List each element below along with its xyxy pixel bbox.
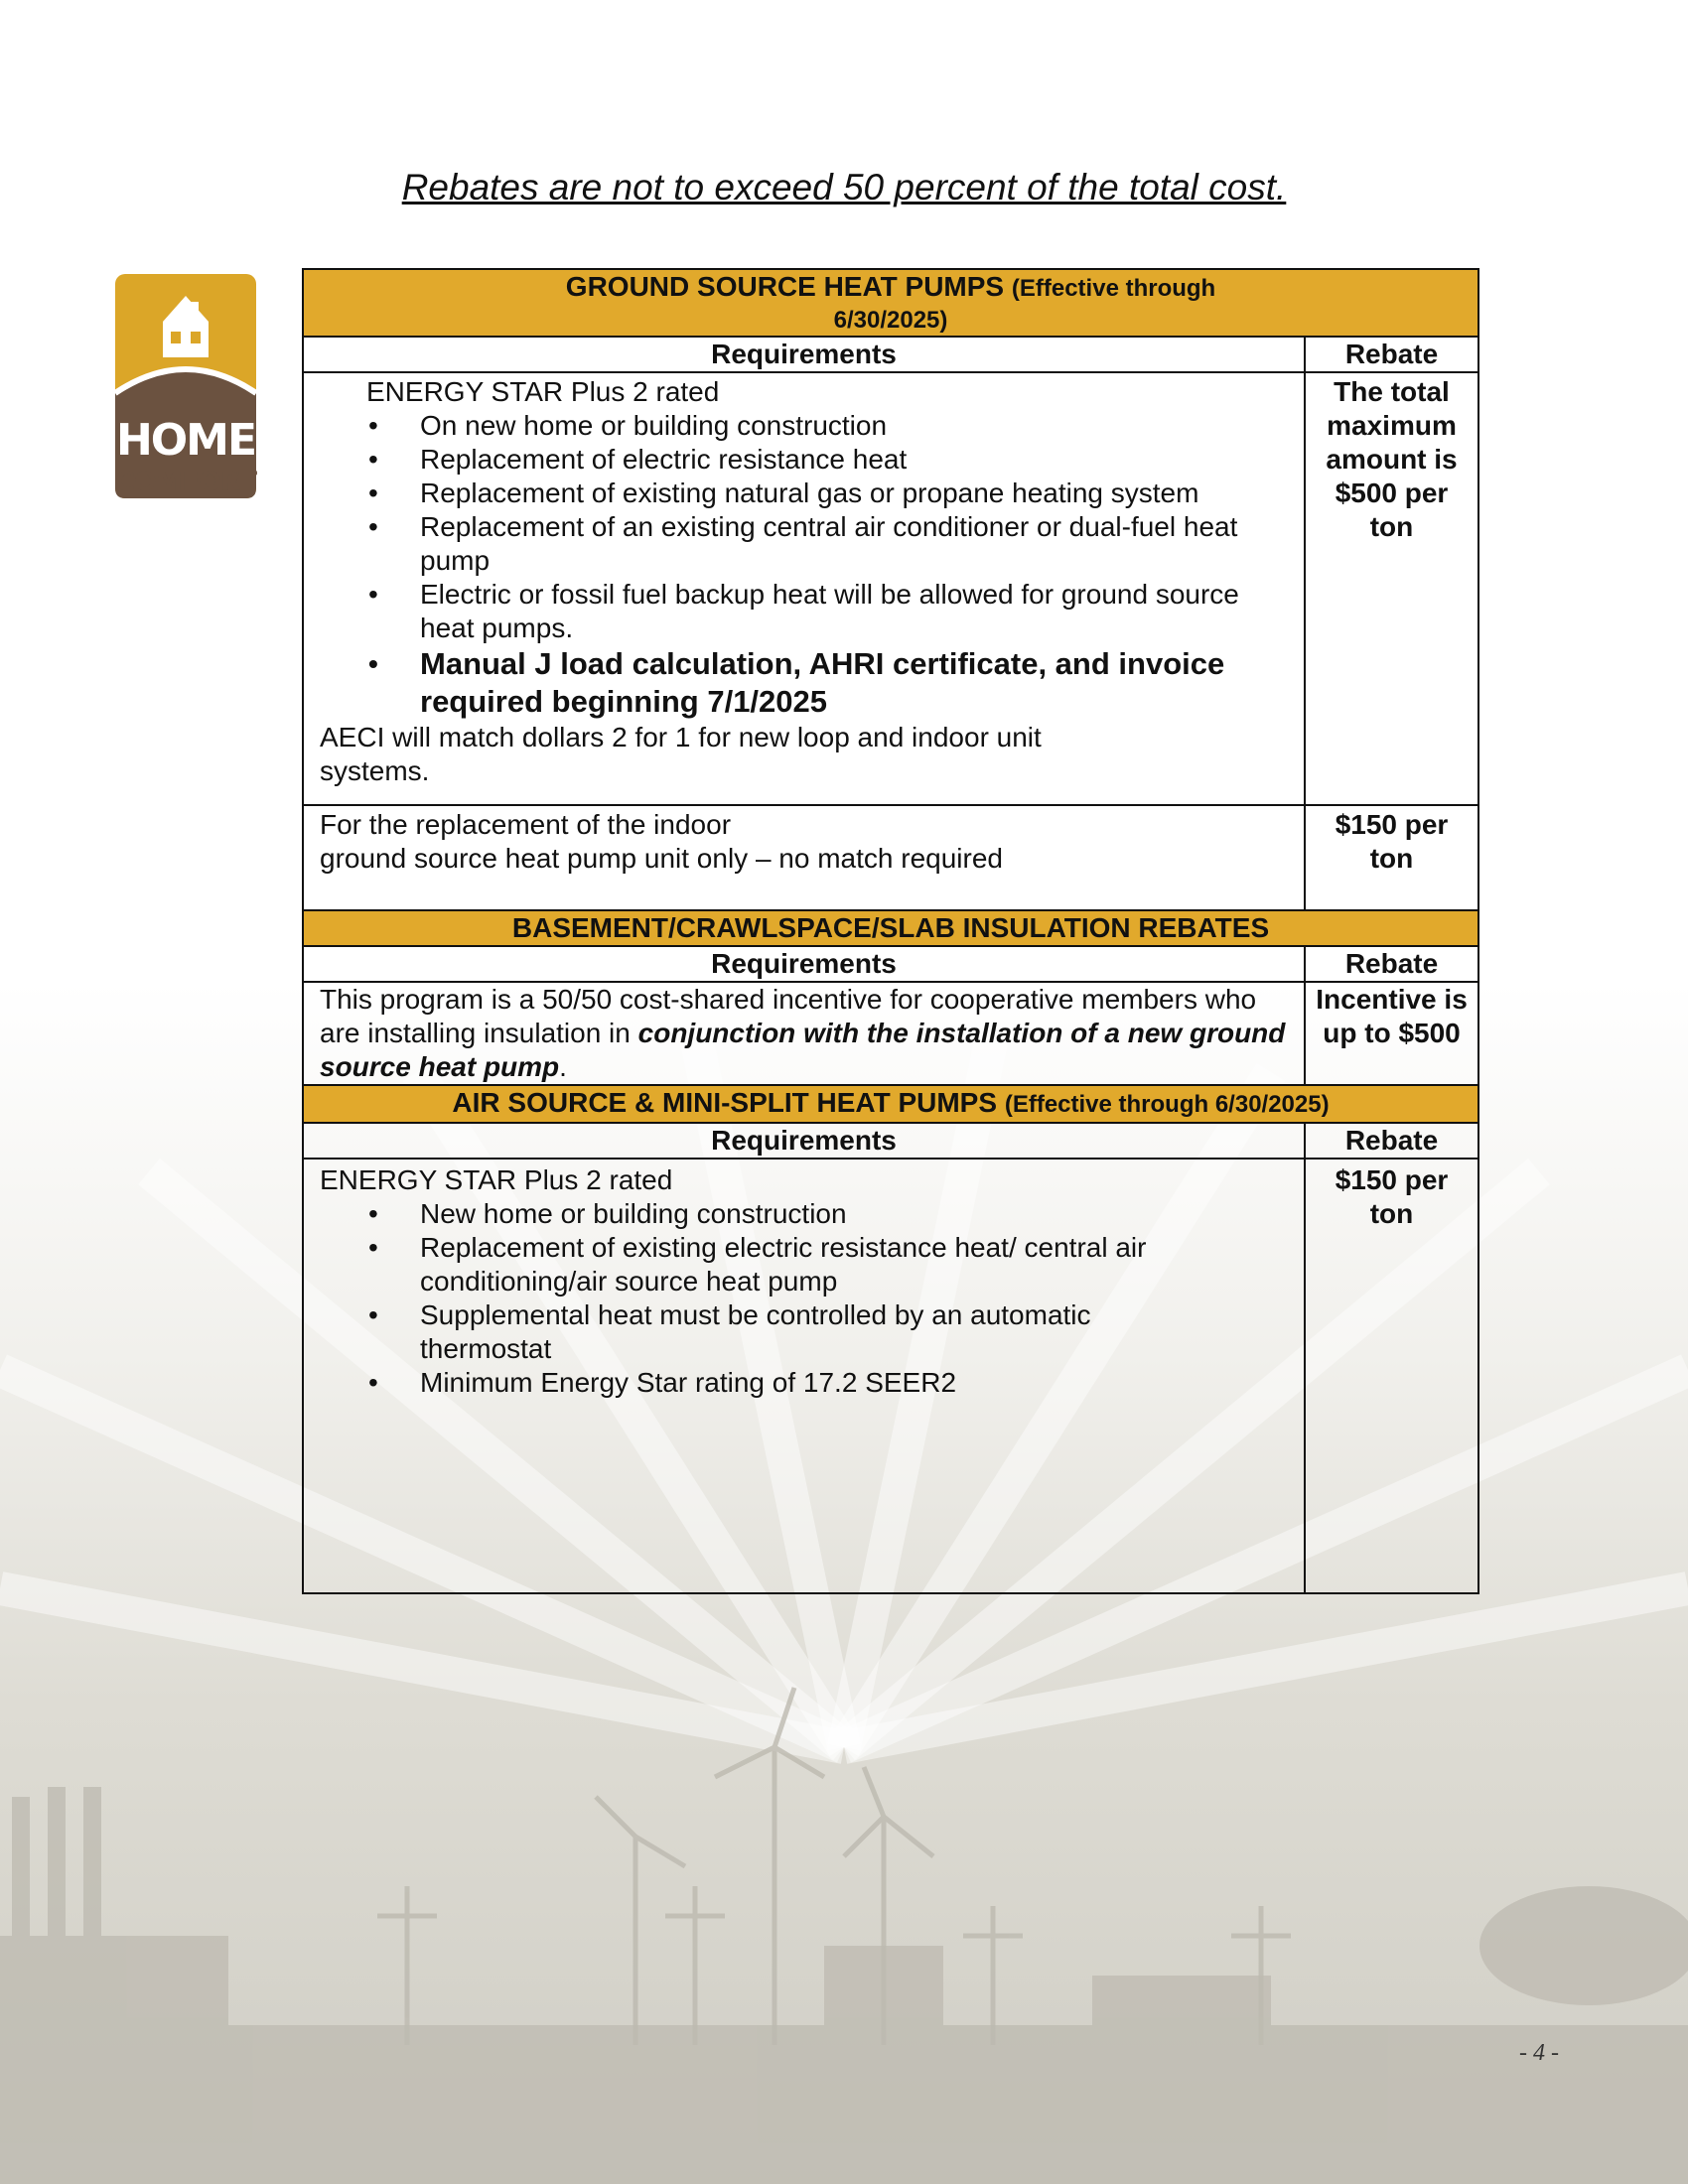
air-source-bullet-list: [320, 1197, 1288, 1400]
list-item: • Supplemental heat must be controlled by an automatic thermostat: [420, 1298, 1228, 1366]
air-source-title-text: AIR SOURCE & MINI-SPLIT HEAT PUMPS: [452, 1087, 998, 1118]
list-item: • Electric or fossil fuel backup heat will be allowed for ground source heat pumps.: [420, 578, 1288, 645]
air-source-main-row: [303, 1159, 1478, 1593]
ground-source-bullet-list: [320, 409, 1288, 721]
list-item: • New home or building construction: [420, 1197, 1228, 1231]
rebates-table: [302, 268, 1479, 1594]
column-header-requirements: Requirements: [303, 337, 1305, 372]
air-source-title-note: (Effective through 6/30/2025): [1004, 1091, 1330, 1118]
insulation-text-start: This program is a 50/50 cost-shared incentive for cooperative members who are installing insulation in: [320, 984, 1257, 1048]
list-item: • Replacement of electric resistance heat: [420, 443, 1288, 477]
insulation-header-row: [303, 946, 1478, 982]
insulation-requirements: [303, 982, 1305, 1085]
air-source-rebate: $150 per ton: [1305, 1159, 1478, 1593]
ground-source-title-row: [303, 269, 1478, 337]
column-header-requirements: Requirements: [303, 946, 1305, 982]
column-header-rebate: Rebate: [1305, 946, 1478, 982]
page-number: - 4 -: [1519, 2040, 1559, 2066]
list-item: • Replacement of an existing central air conditioner or dual-fuel heat pump: [420, 510, 1288, 578]
air-source-header-row: [303, 1123, 1478, 1159]
insulation-text-end: .: [559, 1051, 567, 1082]
replacement-line-1: For the replacement of the indoor: [320, 809, 732, 840]
logo-text-comfort: COMFORT: [115, 467, 257, 497]
ground-source-header-row: [303, 337, 1478, 372]
column-header-rebate: Rebate: [1305, 1123, 1478, 1159]
list-item: • Replacement of existing electric resistance heat/ central air conditioning/air source heat pump: [420, 1231, 1228, 1298]
insulation-title-row: [303, 910, 1478, 946]
ground-source-title-text: GROUND SOURCE HEAT PUMPS: [565, 271, 1005, 302]
air-source-title: [303, 1085, 1478, 1123]
column-header-requirements: Requirements: [303, 1123, 1305, 1159]
ground-source-requirements: [303, 372, 1305, 805]
column-header-rebate: Rebate: [1305, 337, 1478, 372]
ground-source-replacement-row: [303, 805, 1478, 910]
ground-source-match-note: AECI will match dollars 2 for 1 for new loop and indoor unit systems.: [320, 722, 1042, 786]
home-comfort-logo: [115, 274, 256, 498]
ground-source-rebate: The total maximum amount is $500 per ton: [1305, 372, 1478, 805]
air-source-requirements: [303, 1159, 1305, 1593]
insulation-title: BASEMENT/CRAWLSPACE/SLAB INSULATION REBATES: [303, 910, 1478, 946]
air-source-title-row: [303, 1085, 1478, 1123]
ground-source-replacement-requirements: [303, 805, 1305, 910]
ground-source-title: [303, 269, 1478, 337]
air-source-intro: ENERGY STAR Plus 2 rated: [320, 1164, 673, 1195]
list-item-emphasis: • Manual J load calculation, AHRI certificate, and invoice required beginning 7/1/2025: [420, 645, 1288, 721]
ground-source-main-row: [303, 372, 1478, 805]
list-item: • Minimum Energy Star rating of 17.2 SEER2: [420, 1366, 1228, 1400]
replacement-line-2: ground source heat pump unit only – no match required: [320, 843, 1003, 874]
list-item: • Replacement of existing natural gas or propane heating system: [420, 477, 1288, 510]
ground-source-title-note: (Effective through: [1011, 275, 1216, 302]
ground-source-intro: ENERGY STAR Plus 2 rated: [366, 376, 720, 407]
logo-text-home: HOME: [115, 415, 256, 466]
ground-source-title-note-2: 6/30/2025): [833, 307, 948, 334]
list-item: • On new home or building construction: [420, 409, 1288, 443]
insulation-text-emphasis: conjunction with the installation of a new ground source heat pump: [320, 1018, 1286, 1082]
insulation-main-row: [303, 982, 1478, 1085]
page-heading: Rebates are not to exceed 50 percent of the total cost.: [401, 167, 1287, 207]
ground-source-replacement-rebate: $150 per ton: [1305, 805, 1478, 910]
insulation-rebate: Incentive is up to $500: [1305, 982, 1478, 1085]
